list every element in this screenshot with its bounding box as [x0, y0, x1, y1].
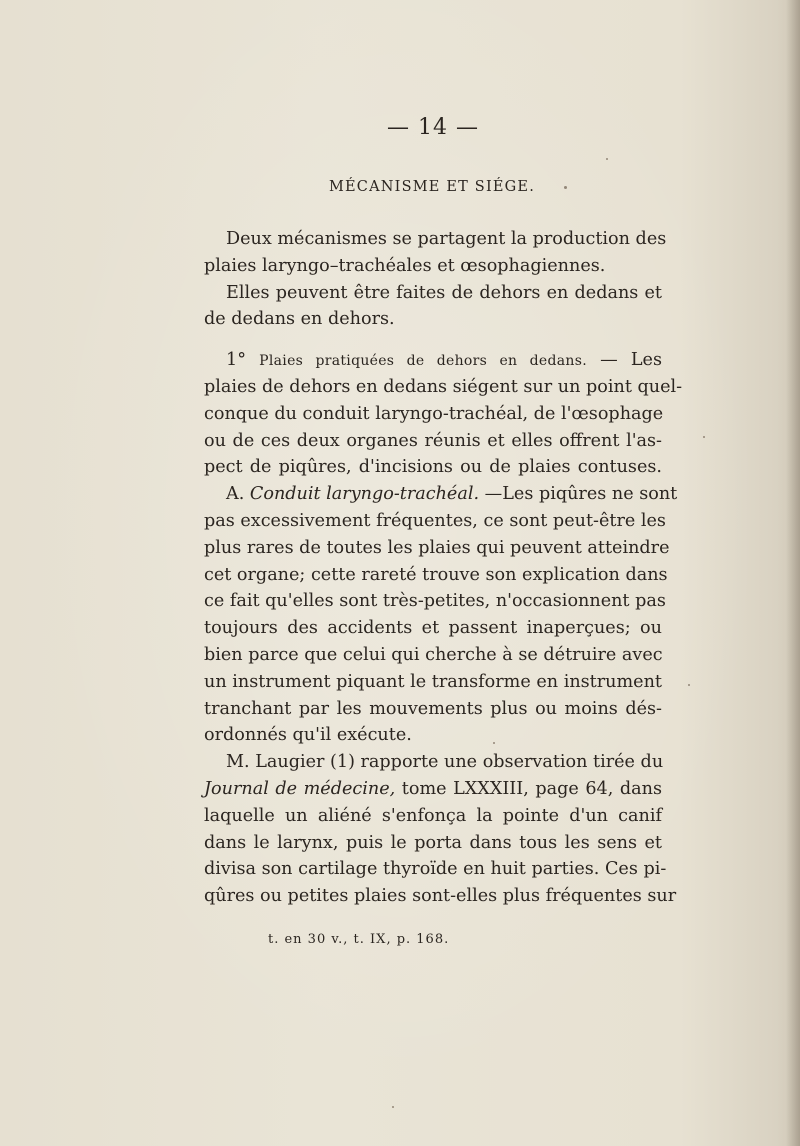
text-line: M. Laugier (1) rapporte une observation tirée du	[226, 752, 664, 773]
text-line: qûres ou petites plaies sont-elles plus fréquentes sur	[204, 886, 677, 907]
text-line: plaies de dehors en dedans siégent sur un point quel-	[204, 376, 683, 397]
paper-speck	[606, 158, 608, 160]
heading-label: Conduit laryngo-trachéal.	[249, 484, 480, 505]
text-line: conque du conduit laryngo-trachéal, de l'œsophage	[204, 403, 664, 424]
journal-rest: tome LXXXIII, page 64, dans	[401, 778, 662, 799]
heading-letter: A.	[226, 484, 245, 505]
body-text	[204, 226, 683, 910]
text-line: Elles peuvent être faites de dehors en dedans et	[226, 282, 662, 303]
text-line: bien parce que celui qui cherche à se détruire avec	[204, 644, 663, 665]
text-line: dans le larynx, puis le porta dans tous les sens et	[204, 832, 662, 853]
text-line: laquelle un aliéné s'enfonça la pointe d'un canif	[204, 805, 662, 826]
subsection-heading-line	[204, 481, 678, 508]
heading-rest: — Les	[600, 350, 662, 371]
text-line: un instrument piquant le transforme en instrument	[204, 671, 662, 692]
footnote: t. en 30 v., t. IX, p. 168.	[268, 932, 450, 947]
text-line: de dedans en dehors.	[204, 309, 395, 330]
text-line: plus rares de toutes les plaies qui peuvent atteindre	[204, 537, 670, 558]
text-line: cet organe; cette rareté trouve son explication dans	[204, 564, 668, 585]
text-line: ce fait qu'elles sont très-petites, n'occasionnent pas	[204, 591, 666, 612]
journal-title: Journal de médecine,	[204, 778, 396, 799]
text-line: pect de piqûres, d'incisions ou de plaies contuses.	[204, 457, 662, 478]
text-line: pas excessivement fréquentes, ce sont peut-être les	[204, 510, 666, 531]
section-title: MÉCANISME ET SIÉGE.	[328, 179, 536, 195]
paper-speck	[703, 436, 705, 438]
text-line: Deux mécanismes se partagent la production des	[226, 229, 667, 249]
subsection-heading-line	[204, 347, 662, 374]
text-line: ou de ces deux organes réunis et elles offrent l'as-	[204, 430, 662, 451]
text-line: plaies laryngo–trachéales et œsophagiennes.	[204, 255, 606, 276]
heading-rest: —Les piqûres ne sont	[484, 484, 678, 505]
paper-speck	[392, 1106, 394, 1108]
paper-speck	[688, 684, 690, 686]
heading-label: Plaies pratiquées de dehors en dedans.	[259, 353, 587, 370]
text-line: toujours des accidents et passent inaperçues; ou	[204, 618, 662, 639]
paper-speck	[564, 186, 567, 189]
page-edge-shadow	[786, 0, 800, 1146]
paragraph-gap	[204, 333, 662, 347]
page-number: — 14 —	[387, 115, 479, 140]
text-line: tranchant par les mouvements plus ou moins dés-	[204, 698, 662, 719]
heading-number: 1°	[226, 350, 246, 371]
journal-line	[204, 776, 662, 803]
paper-speck	[493, 742, 495, 744]
text-line: ordonnés qu'il exécute.	[204, 725, 412, 746]
text-line: divisa son cartilage thyroïde en huit parties. Ces pi-	[204, 859, 667, 880]
